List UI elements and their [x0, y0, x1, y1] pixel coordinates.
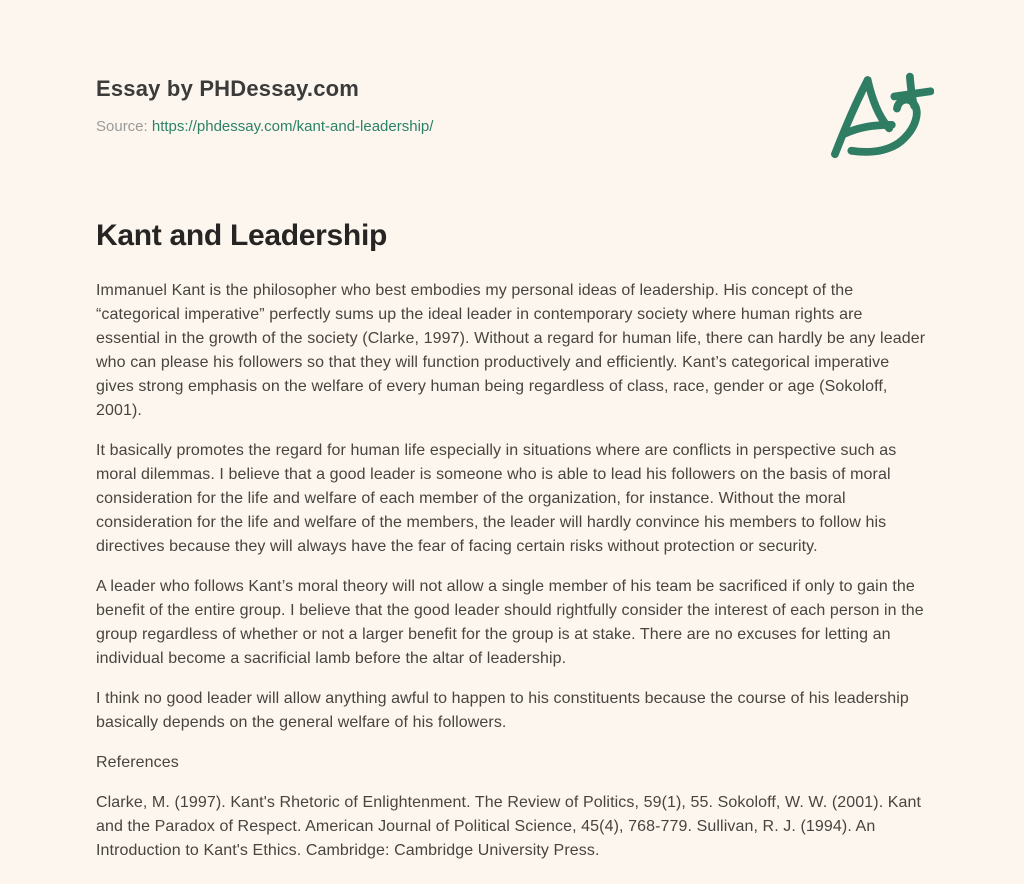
references-heading: References [96, 754, 179, 771]
source-label: Source: [96, 118, 148, 135]
essay-title: Kant and Leadership [96, 219, 388, 252]
phdessay-logo-icon [822, 70, 934, 166]
essay-paragraph-1: Immanuel Kant is the philosopher who best embodies my personal ideas of leadership. His concept of the “categorical imperative” perfectly sums up the ideal leader in contemporary society where human rights are essential in the growth of the society (Clarke, 1997). Without a regard for human life, there can hardly be any leader who can please his followers so that they will function productively and efficiently. Kant’s categorical imperative gives strong emphasis on the welfare of every human being regardless of class, race, gender or age (Sokoloff, 2001). [96, 282, 926, 419]
source-url-link[interactable]: https://phdessay.com/kant-and-leadership/ [151, 118, 434, 135]
site-header-title: Essay by PHDessay.com [96, 76, 360, 101]
essay-paragraph-2: It basically promotes the regard for human life especially in situations where are conflicts in perspective such as moral dilemmas. I believe that a good leader is someone who is able to lead his followers on the basis of moral consideration for the life and welfare of each member of the organization, for instance. Without the moral consideration for the life and welfare of the members, the leader will hardly convince his members to follow his directives because they will always have the fear of facing certain risks without protection or security. [96, 442, 897, 555]
essay-paragraph-3: A leader who follows Kant’s moral theory will not allow a single member of his team be sacrificed if only to gain the benefit of the entire group. I believe that the good leader should rightfully consider the interest of each person in the group regardless of whether or not a larger benefit for the group is at stake. There are no excuses for letting an individual become a sacrificial lamb before the altar of leadership. [96, 578, 924, 667]
essay-body [96, 279, 928, 863]
source-line [96, 118, 928, 135]
essay-header [96, 76, 928, 135]
references-text: Clarke, M. (1997). Kant's Rhetoric of Enlightenment. The Review of Politics, 59(1), 55. Sokoloff, W. W. (2001). Kant and the Paradox of Respect. American Journal of Political Science, 45(4), 768-779. Sullivan, R. J. (1994). An Introduction to Kant's Ethics. Cambridge: Cambridge University Press. [96, 794, 922, 859]
essay-paragraph-4: I think no good leader will allow anything awful to happen to his constituents because the course of his leadership basically depends on the general welfare of his followers. [96, 690, 909, 731]
